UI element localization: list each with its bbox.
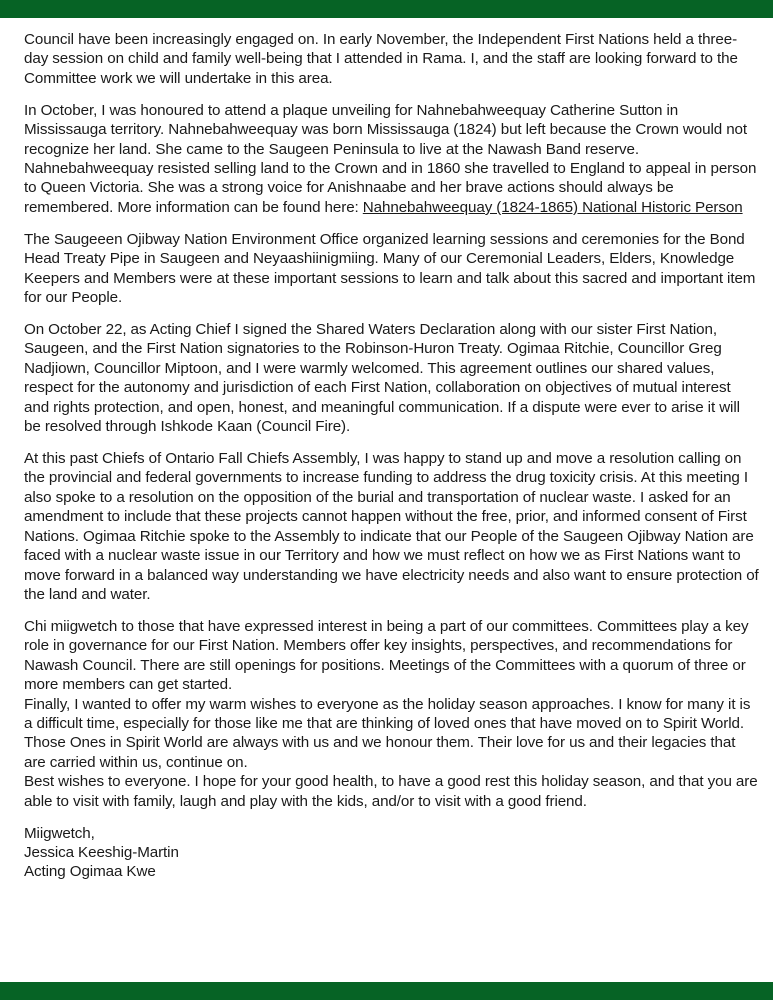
paragraph-plaque-unveiling xyxy=(24,101,759,218)
paragraph-treaty-pipe: The Saugeeen Ojibway Nation Environment Office organized learning sessions and ceremonies for the Bond Head Treaty Pipe in Saugeen and Neyaashiinigmiing. Many of our Ceremonial Leaders, Elders, Knowledge Keepers and Members were at these important sessions to learn and talk about this sacred and important item for our People. xyxy=(24,230,756,307)
paragraph-committee-work: Council have been increasingly engaged on. In early November, the Independent First Nations held a three-day session on child and family well-being that I attended in Rama. I, and the staff are looking forward to the Committee work we will undertake in this area. xyxy=(24,31,738,87)
paragraph-plaque-text: In October, I was honoured to attend a plaque unveiling for Nahnebahweequay Catherine Sutton in Mississauga territory. Nahnebahweequay was born Mississauga (1824) but left because the Crown would not recognize her land. She came to the Saugeen Peninsula to live at the Nawash Band reserve. Nahnebahweequay resisted selling land to the Crown and in 1860 she travelled to England to appeal in person to Queen Victoria. She was a strong voice for Anishnaabe and her brave actions should always be remembered. More information can be found here: xyxy=(24,101,757,216)
header-bar xyxy=(0,0,773,18)
paragraph-committees: Chi miigwetch to those that have expressed interest in being a part of our committees. Committees play a key role in governance for our First Nation. Members offer key insights, perspectives, and recommendations for Nawash Council. There are still openings for positions. Meetings of the Committees with a quorum of three or more members can get started. xyxy=(24,617,749,694)
paragraph-shared-waters: On October 22, as Acting Chief I signed the Shared Waters Declaration along with our sister First Nation, Saugeen, and the First Nation signatories to the Robinson-Huron Treaty. Ogimaa Ritchie, Councillor Greg Nadjiown, Councillor Miptoon, and I were warmly welcomed. This agreement outlines our shared values, respect for the autonomy and jurisdiction of each First Nation, collaboration on objectives of mutual interest and rights protection, and open, honest, and meaningful communication. If a dispute were ever to arise it will be resolved through Ishkode Kaan (Council Fire). xyxy=(24,320,740,436)
letter-body xyxy=(24,30,759,882)
signoff-closing: Miigwetch, xyxy=(24,824,95,842)
signoff-title: Acting Ogimaa Kwe xyxy=(24,863,156,881)
paragraph-holiday-wishes: Finally, I wanted to offer my warm wishes to everyone as the holiday season approaches. I know for many it is a difficult time, especially for those like me that are thinking of loved ones that have moved on to Spirit World. Those Ones in Spirit World are always with us and we honour them. Their love for us and their legacies that are carried within us, continue on. xyxy=(24,695,751,771)
paragraph-best-wishes: Best wishes to everyone. I hope for your good health, to have a good rest this holiday season, and that you are able to visit with family, laugh and play with the kids, and/or to visit with a good friend. xyxy=(24,773,758,810)
paragraph-chiefs-assembly: At this past Chiefs of Ontario Fall Chiefs Assembly, I was happy to stand up and move a resolution calling on the provincial and federal governments to increase funding to address the drug toxicity crisis. At this meeting I also spoke to a resolution on the opposition of the burial and transportation of nuclear waste. I asked for an amendment to include that these projects cannot happen without the free, prior, and informed consent of First Nations. Ogimaa Ritchie spoke to the Assembly to indicate that our People of the Saugeen Ojibway Nation are faced with a nuclear waste issue in our Territory and how we must reflect on how we as First Nations want to move forward in a balanced way understanding we have electricity needs and also want to ensure protection of the land and water. xyxy=(24,449,759,603)
historic-person-link[interactable]: Nahnebahweequay (1824-1865) National Historic Person xyxy=(362,198,743,216)
signoff xyxy=(24,824,759,882)
footer-bar xyxy=(0,982,773,1000)
signoff-name: Jessica Keeshig-Martin xyxy=(24,844,179,861)
